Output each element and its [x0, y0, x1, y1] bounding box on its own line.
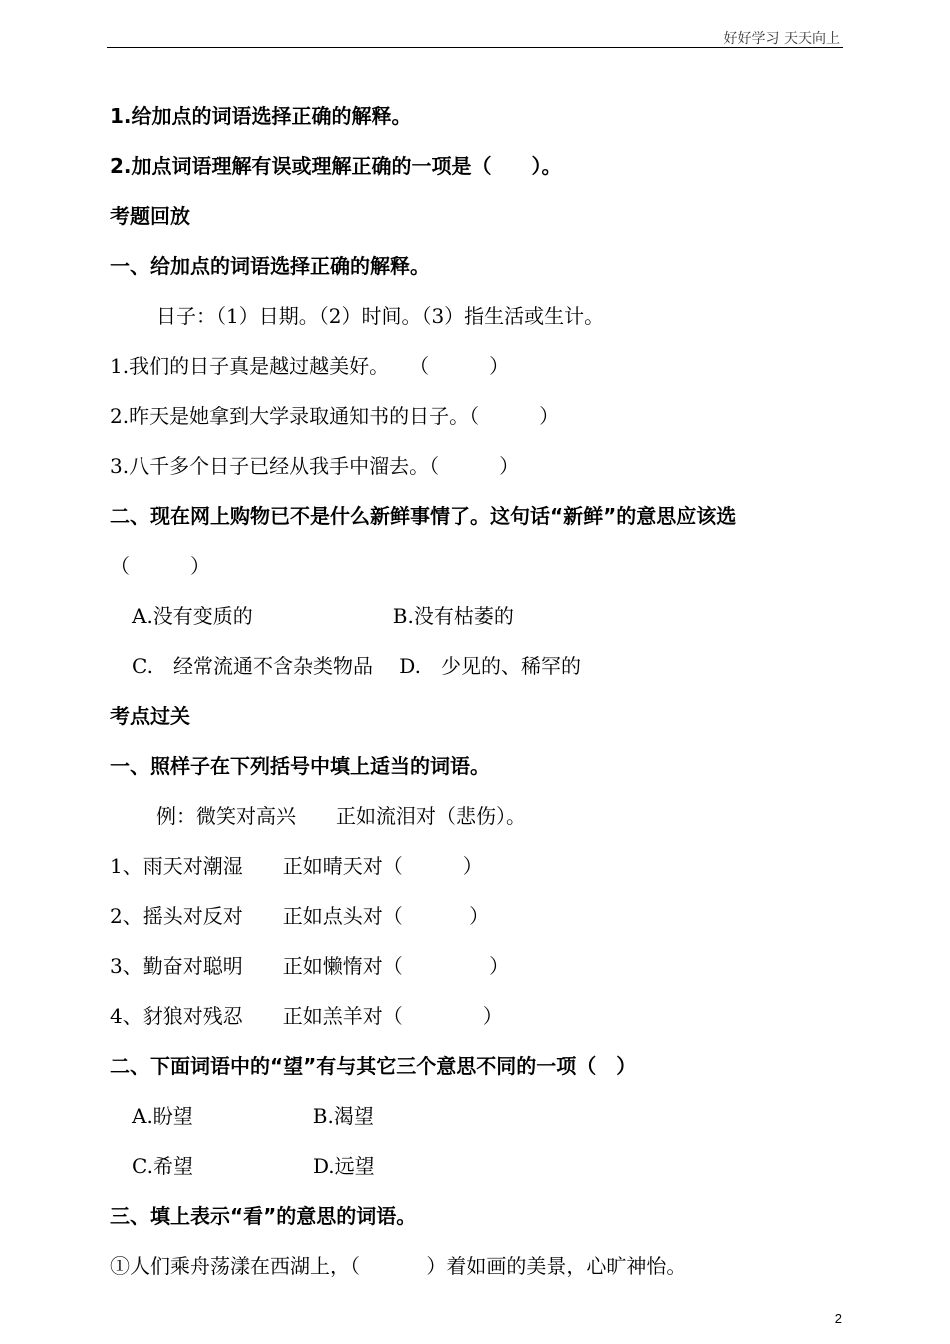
- checkpoint-1-item-3: 3、勤奋对聪明 正如懒惰对（ ）: [110, 954, 510, 978]
- checkpoint-3-item-1: ①人们乘舟荡漾在西湖上，（ ）着如画的美景，心旷神怡。: [110, 1254, 687, 1278]
- page-number: 2: [834, 1311, 842, 1326]
- question-2-title: 2.加点词语理解有误或理解正确的一项是（ ）。: [110, 154, 562, 178]
- checkpoint-2-title: 二、下面词语中的“望”有与其它三个意思不同的一项（ ）: [110, 1054, 637, 1078]
- exercise-2-blank: （ ）: [110, 554, 210, 578]
- checkpoint-1-title: 一、照样子在下列括号中填上适当的词语。: [110, 754, 490, 778]
- header-text: 好好学习 天天向上: [723, 31, 840, 47]
- checkpoint-1-item-2: 2、摇头对反对 正如点头对（ ）: [110, 904, 490, 928]
- checkpoint-3-title: 三、填上表示“看”的意思的词语。: [110, 1204, 417, 1228]
- question-1-title: 1.给加点的词语选择正确的解释。: [110, 104, 412, 128]
- checkpoint-2-options-ab: A.盼望 B.渴望: [132, 1104, 374, 1128]
- section-heading-exam-review: 考题回放: [110, 204, 190, 228]
- exercise-1-title: 一、给加点的词语选择正确的解释。: [110, 254, 430, 278]
- exercise-2-title: 二、现在网上购物已不是什么新鲜事情了。这句话“新鲜”的意思应该选: [110, 504, 737, 528]
- exercise-1-item-2: 2.昨天是她拿到大学录取通知书的日子。（ ）: [110, 404, 560, 428]
- exercise-2-options-cd: C. 经常流通不含杂类物品 D. 少见的、稀罕的: [132, 654, 581, 678]
- header-rule: [107, 47, 843, 48]
- checkpoint-1-example: 例：微笑对高兴 正如流泪对（悲伤）。: [156, 804, 526, 828]
- exercise-1-item-3: 3.八千多个日子已经从我手中溜去。（ ）: [110, 454, 520, 478]
- section-heading-checkpoint: 考点过关: [110, 704, 190, 728]
- exercise-1-item-1: 1.我们的日子真是越过越美好。 （ ）: [110, 354, 510, 378]
- checkpoint-1-item-1: 1、雨天对潮湿 正如晴天对（ ）: [110, 854, 483, 878]
- exercise-2-options-ab: A.没有变质的 B.没有枯萎的: [132, 604, 514, 628]
- checkpoint-1-item-4: 4、豺狼对残忍 正如羔羊对（ ）: [110, 1004, 503, 1028]
- checkpoint-2-options-cd: C.希望 D.远望: [132, 1154, 375, 1178]
- definition-line: 日子：（1）日期。（2）时间。（3）指生活或生计。: [156, 304, 605, 328]
